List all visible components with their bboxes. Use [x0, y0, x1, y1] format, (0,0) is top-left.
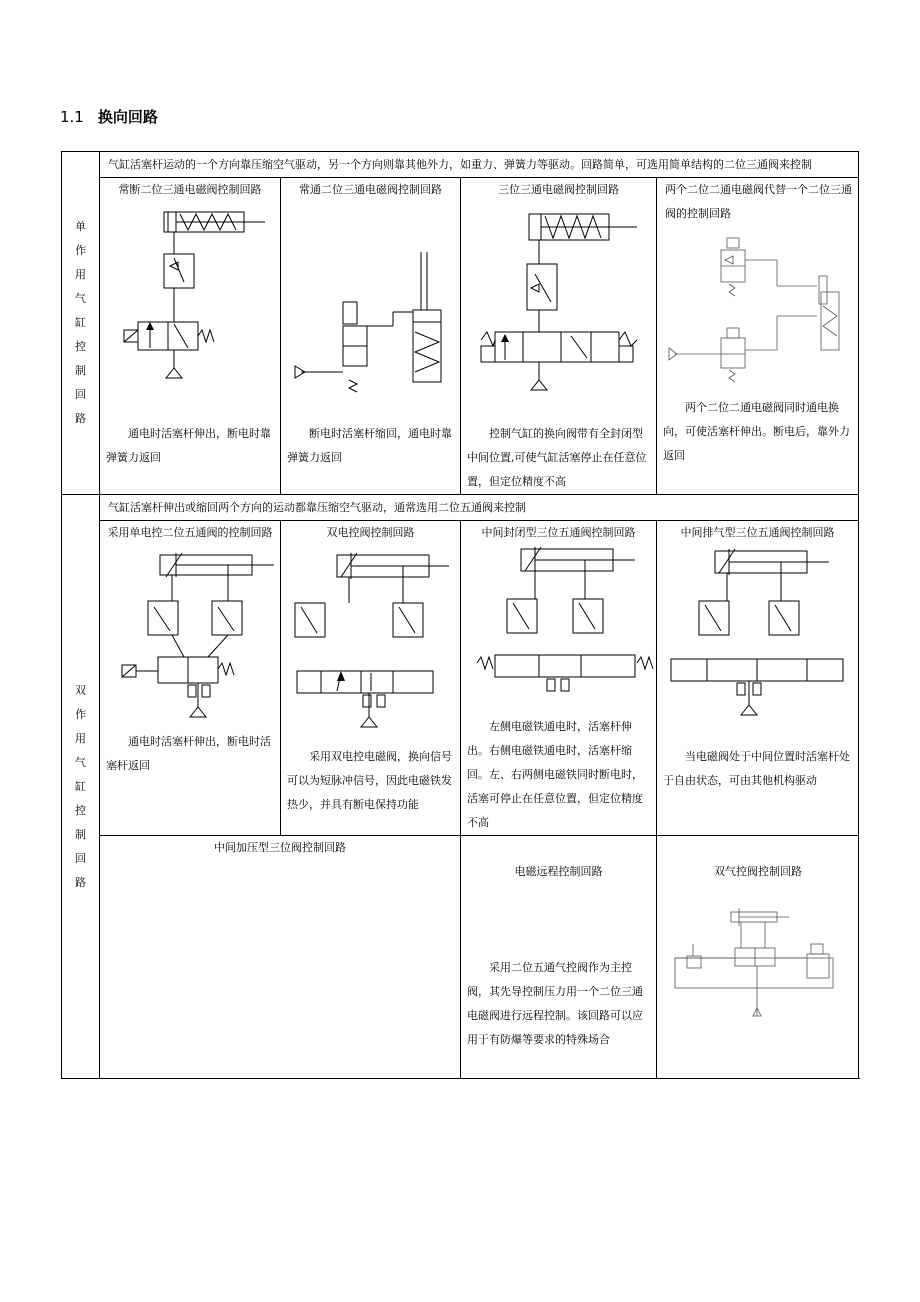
- circuit-cell-double-4: [657, 521, 859, 836]
- circuit-title: 中间排气型三位五通阀控制回路: [680, 526, 835, 539]
- circuit-description: 左侧电磁铁通电时，活塞杆伸出。右侧电磁铁通电时，活塞杆缩回。左、右两侧电磁铁同时断电时，活塞可停止在任意位置，但定位精度不高: [467, 720, 643, 829]
- circuit-description: 通电时活塞杆伸出，断电时活塞杆返回: [106, 735, 271, 772]
- single-solenoid-5-2-diagram: [100, 545, 280, 730]
- section-heading: [60, 106, 158, 127]
- double-pilot-valve-diagram: [657, 884, 859, 1024]
- double-acting-side-label: 双作用气缸控制回路: [62, 495, 100, 1079]
- circuit-description: 当电磁阀处于中间位置时活塞杆处于自由状态，可由其他机构驱动: [663, 750, 850, 787]
- circuit-title: 双气控阀控制回路: [714, 865, 802, 878]
- circuit-title: 常断二位三通电磁阀控制回路: [118, 183, 262, 196]
- circuit-title: 两个二位二通电磁阀代替一个二位三通阀的控制回路: [665, 183, 852, 220]
- circuit-cell-single-3: [461, 178, 657, 495]
- circuit-cell-double-2: [281, 521, 461, 836]
- circuit-cell-single-4: [657, 178, 859, 495]
- closed-center-5-3-diagram: [461, 545, 657, 715]
- circuit-cell-double-6: [461, 836, 657, 1079]
- circuit-description: 采用二位五通气控阀作为主控阀，其先导控制压力用一个二位三通电磁阀进行远程控制。该回路可以应用于有防爆等要求的特殊场合: [467, 961, 643, 1046]
- circuit-description: 两个二位二通电磁阀同时通电换向，可使活塞杆伸出。断电后，靠外力返回: [663, 401, 850, 462]
- double-solenoid-valve-diagram: [281, 545, 461, 745]
- normally-open-3-2-solenoid-diagram: [281, 202, 461, 422]
- circuit-title: 三位三通电磁阀控制回路: [498, 183, 619, 196]
- circuit-cell-double-1: [100, 521, 281, 836]
- single-acting-intro: 气缸活塞杆运动的一个方向靠压缩空气驱动，另一个方向则靠其他外力，如重力、弹簧力等驱动。回路简单，可选用简单结构的二位三通阀来控制: [100, 152, 859, 178]
- section-title: 换向回路: [97, 108, 158, 126]
- circuit-title: 双电控阀控制回路: [326, 526, 415, 539]
- circuit-title: 采用单电控二位五通阀的控制回路: [107, 526, 273, 539]
- circuit-description: 断电时活塞杆缩回，通电时靠弹簧力返回: [287, 427, 452, 464]
- normally-closed-3-2-solenoid-diagram: [100, 202, 280, 422]
- 3-position-3-way-solenoid-diagram: [461, 202, 657, 422]
- circuit-description: 通电时活塞杆伸出，断电时靠弹簧力返回: [106, 427, 271, 464]
- circuit-title: 常通二位三通电磁阀控制回路: [299, 183, 442, 196]
- circuit-cell-double-3: [461, 521, 657, 836]
- circuit-description: 控制气缸的换向阀带有全封闭型中间位置,可使气缸活塞停止在任意位置，但定位精度不高: [467, 427, 647, 488]
- circuit-cell-double-5: [100, 836, 461, 1079]
- exhaust-center-5-3-diagram: [657, 545, 859, 745]
- circuit-cell-single-1: [100, 178, 281, 495]
- double-acting-intro: 气缸活塞杆伸出或缩回两个方向的运动都靠压缩空气驱动，通常选用二位五通阀来控制: [100, 495, 859, 521]
- circuit-cell-double-7: [657, 836, 859, 1079]
- circuit-description: 采用双电控电磁阀，换向信号可以为短脉冲信号，因此电磁铁发热少，并具有断电保持功能: [287, 750, 452, 811]
- two-2-2-solenoid-valves-diagram: [657, 226, 857, 396]
- single-acting-side-label: 单作用气缸控制回路: [62, 152, 100, 495]
- circuit-table: [61, 151, 859, 1079]
- circuit-title: 电磁远程控制回路: [514, 865, 603, 878]
- circuit-title: 中间封闭型三位五通阀控制回路: [481, 526, 636, 539]
- section-number: 1.1: [60, 108, 84, 126]
- circuit-cell-single-2: [281, 178, 461, 495]
- circuit-title: 中间加压型三位阀控制回路: [214, 841, 346, 854]
